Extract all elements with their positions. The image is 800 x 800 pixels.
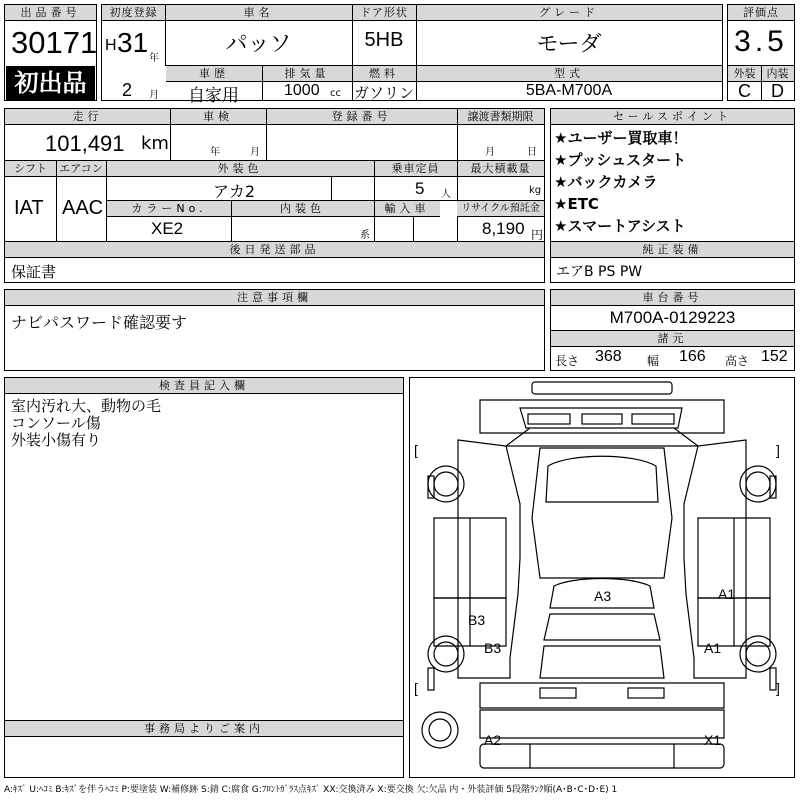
damage-a1-lower: A1: [704, 640, 722, 656]
inspector-line: 外装小傷有り: [11, 431, 102, 449]
displacement-label: 排気量: [262, 66, 352, 82]
length-value: 368: [595, 348, 622, 365]
interior-label: 内装: [761, 66, 794, 82]
chassis-label: 車台番号: [551, 290, 794, 306]
color-value: アカ2: [213, 182, 256, 201]
reg-month: 2: [122, 80, 133, 100]
sales-item: ★スマートアシスト: [554, 217, 686, 235]
import-label: 輸入車: [374, 201, 440, 217]
notes-label: 注意事項欄: [5, 290, 544, 306]
inspector-box: [4, 377, 404, 778]
damage-b3-upper: B3: [468, 612, 486, 628]
shift-value: IAT: [14, 197, 44, 219]
interior-value: D: [771, 81, 784, 101]
recycle-unit: 円: [531, 228, 544, 242]
first-listing-text: 初出品: [14, 69, 87, 97]
bracket-right-lower: ]: [776, 680, 780, 696]
notes-box: [4, 289, 545, 371]
ac-value: AAC: [62, 197, 104, 219]
load-unit: kg: [529, 185, 542, 196]
reg-era: H: [105, 37, 117, 54]
carname-label: 車名: [165, 5, 352, 21]
capacity-value: 5: [415, 179, 425, 198]
equipment-value: エアB PS PW: [556, 264, 643, 280]
door-label: ドア形状: [352, 5, 416, 21]
insp-year-unit: 年: [210, 147, 220, 158]
recycle-value: 8,190: [482, 219, 525, 238]
legend-text: A:ｷｽﾞ U:ﾍｺﾐ B:ｷｽﾞを伴うﾍｺﾐ P:要塗装 W:補修跡 S:錆 C:腐食 G:ﾌﾛﾝﾄｶﾞﾗｽ点ｷｽﾞ XX:交換済み X:要交換 欠:欠品 内・外装評価 5段階ﾗﾝｸ順(A･B･C･D･E) 1: [4, 785, 618, 795]
history-label: 車歴: [166, 66, 262, 82]
bracket-left-upper: [: [414, 442, 418, 458]
load-label: 最大積載量: [457, 161, 544, 177]
sales-label: セールスポイント: [551, 109, 794, 125]
damage-a2: A2: [484, 732, 502, 748]
score-label: 評価点: [728, 5, 794, 21]
color-label: 外装色: [106, 161, 374, 177]
grade-value: モーダ: [536, 32, 602, 57]
height-value: 152: [761, 348, 788, 365]
fuel-value: ガソリン: [353, 84, 414, 102]
displacement-unit: cc: [330, 88, 341, 99]
inspector-lines: [11, 398, 401, 449]
bracket-right-upper: ]: [776, 442, 780, 458]
insp-month-unit: 月: [250, 147, 260, 158]
transfer-day-unit: 日: [527, 147, 537, 158]
recycle-label: リサイクル預託金: [457, 201, 544, 217]
bracket-left-lower: [: [414, 680, 418, 696]
displacement-value: 1000: [284, 82, 320, 99]
inspector-line: コンソール傷: [11, 414, 101, 432]
height-label: 高さ: [725, 354, 750, 368]
chassis-value: M700A-0129223: [609, 308, 736, 327]
lot-box: [4, 4, 97, 101]
later-label: 後日発送部品: [5, 242, 544, 258]
later-value: 保証書: [11, 263, 57, 281]
capacity-unit: 人: [441, 189, 451, 200]
dims-label: 諸元: [551, 331, 794, 347]
exterior-value: C: [738, 81, 751, 101]
colorno-label: カラーNo.: [107, 201, 231, 217]
fuel-label: 燃料: [352, 66, 416, 82]
width-value: 166: [679, 348, 706, 365]
vehicle-info-box: [4, 108, 545, 283]
door-value: 5HB: [364, 29, 404, 51]
intcolor-unit: 系: [360, 230, 370, 241]
mileage-label: 走行: [5, 109, 170, 125]
car-diagram-svg: [410, 378, 794, 777]
main-top-box: [101, 4, 723, 106]
equipment-label: 純正装備: [551, 242, 794, 258]
damage-a1-upper: A1: [718, 586, 736, 602]
grade-label: グレード: [416, 5, 722, 21]
transfer-month-unit: 月: [485, 147, 495, 158]
carname-value: パッソ: [225, 32, 292, 57]
reg-year: 31: [117, 27, 149, 58]
shift-label: シフト: [5, 161, 56, 177]
score-value: 3.5: [734, 25, 788, 58]
width-label: 幅: [647, 354, 660, 368]
sales-item: ★ユーザー買取車！: [554, 129, 688, 147]
first-listing-badge: [6, 66, 95, 100]
reg-month-unit: 月: [149, 90, 159, 101]
ac-label: エアコン: [56, 161, 106, 177]
capacity-label: 乗車定員: [374, 161, 457, 177]
inspector-line: 室内汚れ大、動物の毛: [11, 397, 162, 415]
sales-box: [550, 108, 795, 283]
office-label: 事務局よりご案内: [5, 721, 403, 737]
mileage-unit: km: [141, 133, 169, 154]
exterior-label: 外装: [728, 66, 761, 82]
reg-label: 初度登録: [102, 5, 165, 21]
regno-label: 登録番号: [266, 109, 457, 125]
lot-label: 出品番号: [5, 5, 96, 21]
damage-b3-lower: B3: [484, 640, 502, 656]
length-label: 長さ: [555, 354, 580, 368]
inspection-label: 車検: [170, 109, 266, 125]
score-box: [727, 4, 795, 101]
sales-item: ★プッシュスタート: [554, 151, 687, 169]
intcolor-label: 内装色: [231, 201, 374, 217]
damage-a3: A3: [594, 588, 612, 604]
chassis-box: [550, 289, 795, 371]
sales-list: [554, 127, 792, 237]
mileage-value: 101,491: [45, 131, 125, 156]
colorno-value: XE2: [151, 219, 184, 238]
notes-value: ナビパスワード確認要す: [11, 313, 188, 332]
model-value: 5BA-M700A: [525, 82, 613, 99]
transfer-label: 譲渡書類期限: [457, 109, 544, 125]
sales-item: ★ETC: [554, 195, 599, 213]
lot-number: 30171: [11, 25, 98, 60]
reg-year-unit: 年: [149, 53, 159, 64]
model-label: 型式: [416, 66, 722, 82]
history-value: 自家用: [188, 86, 239, 106]
damage-diagram: [409, 377, 795, 778]
sales-item: ★バックカメラ: [554, 173, 658, 191]
damage-x1: X1: [704, 732, 722, 748]
inspector-label: 検査員記入欄: [5, 378, 403, 394]
